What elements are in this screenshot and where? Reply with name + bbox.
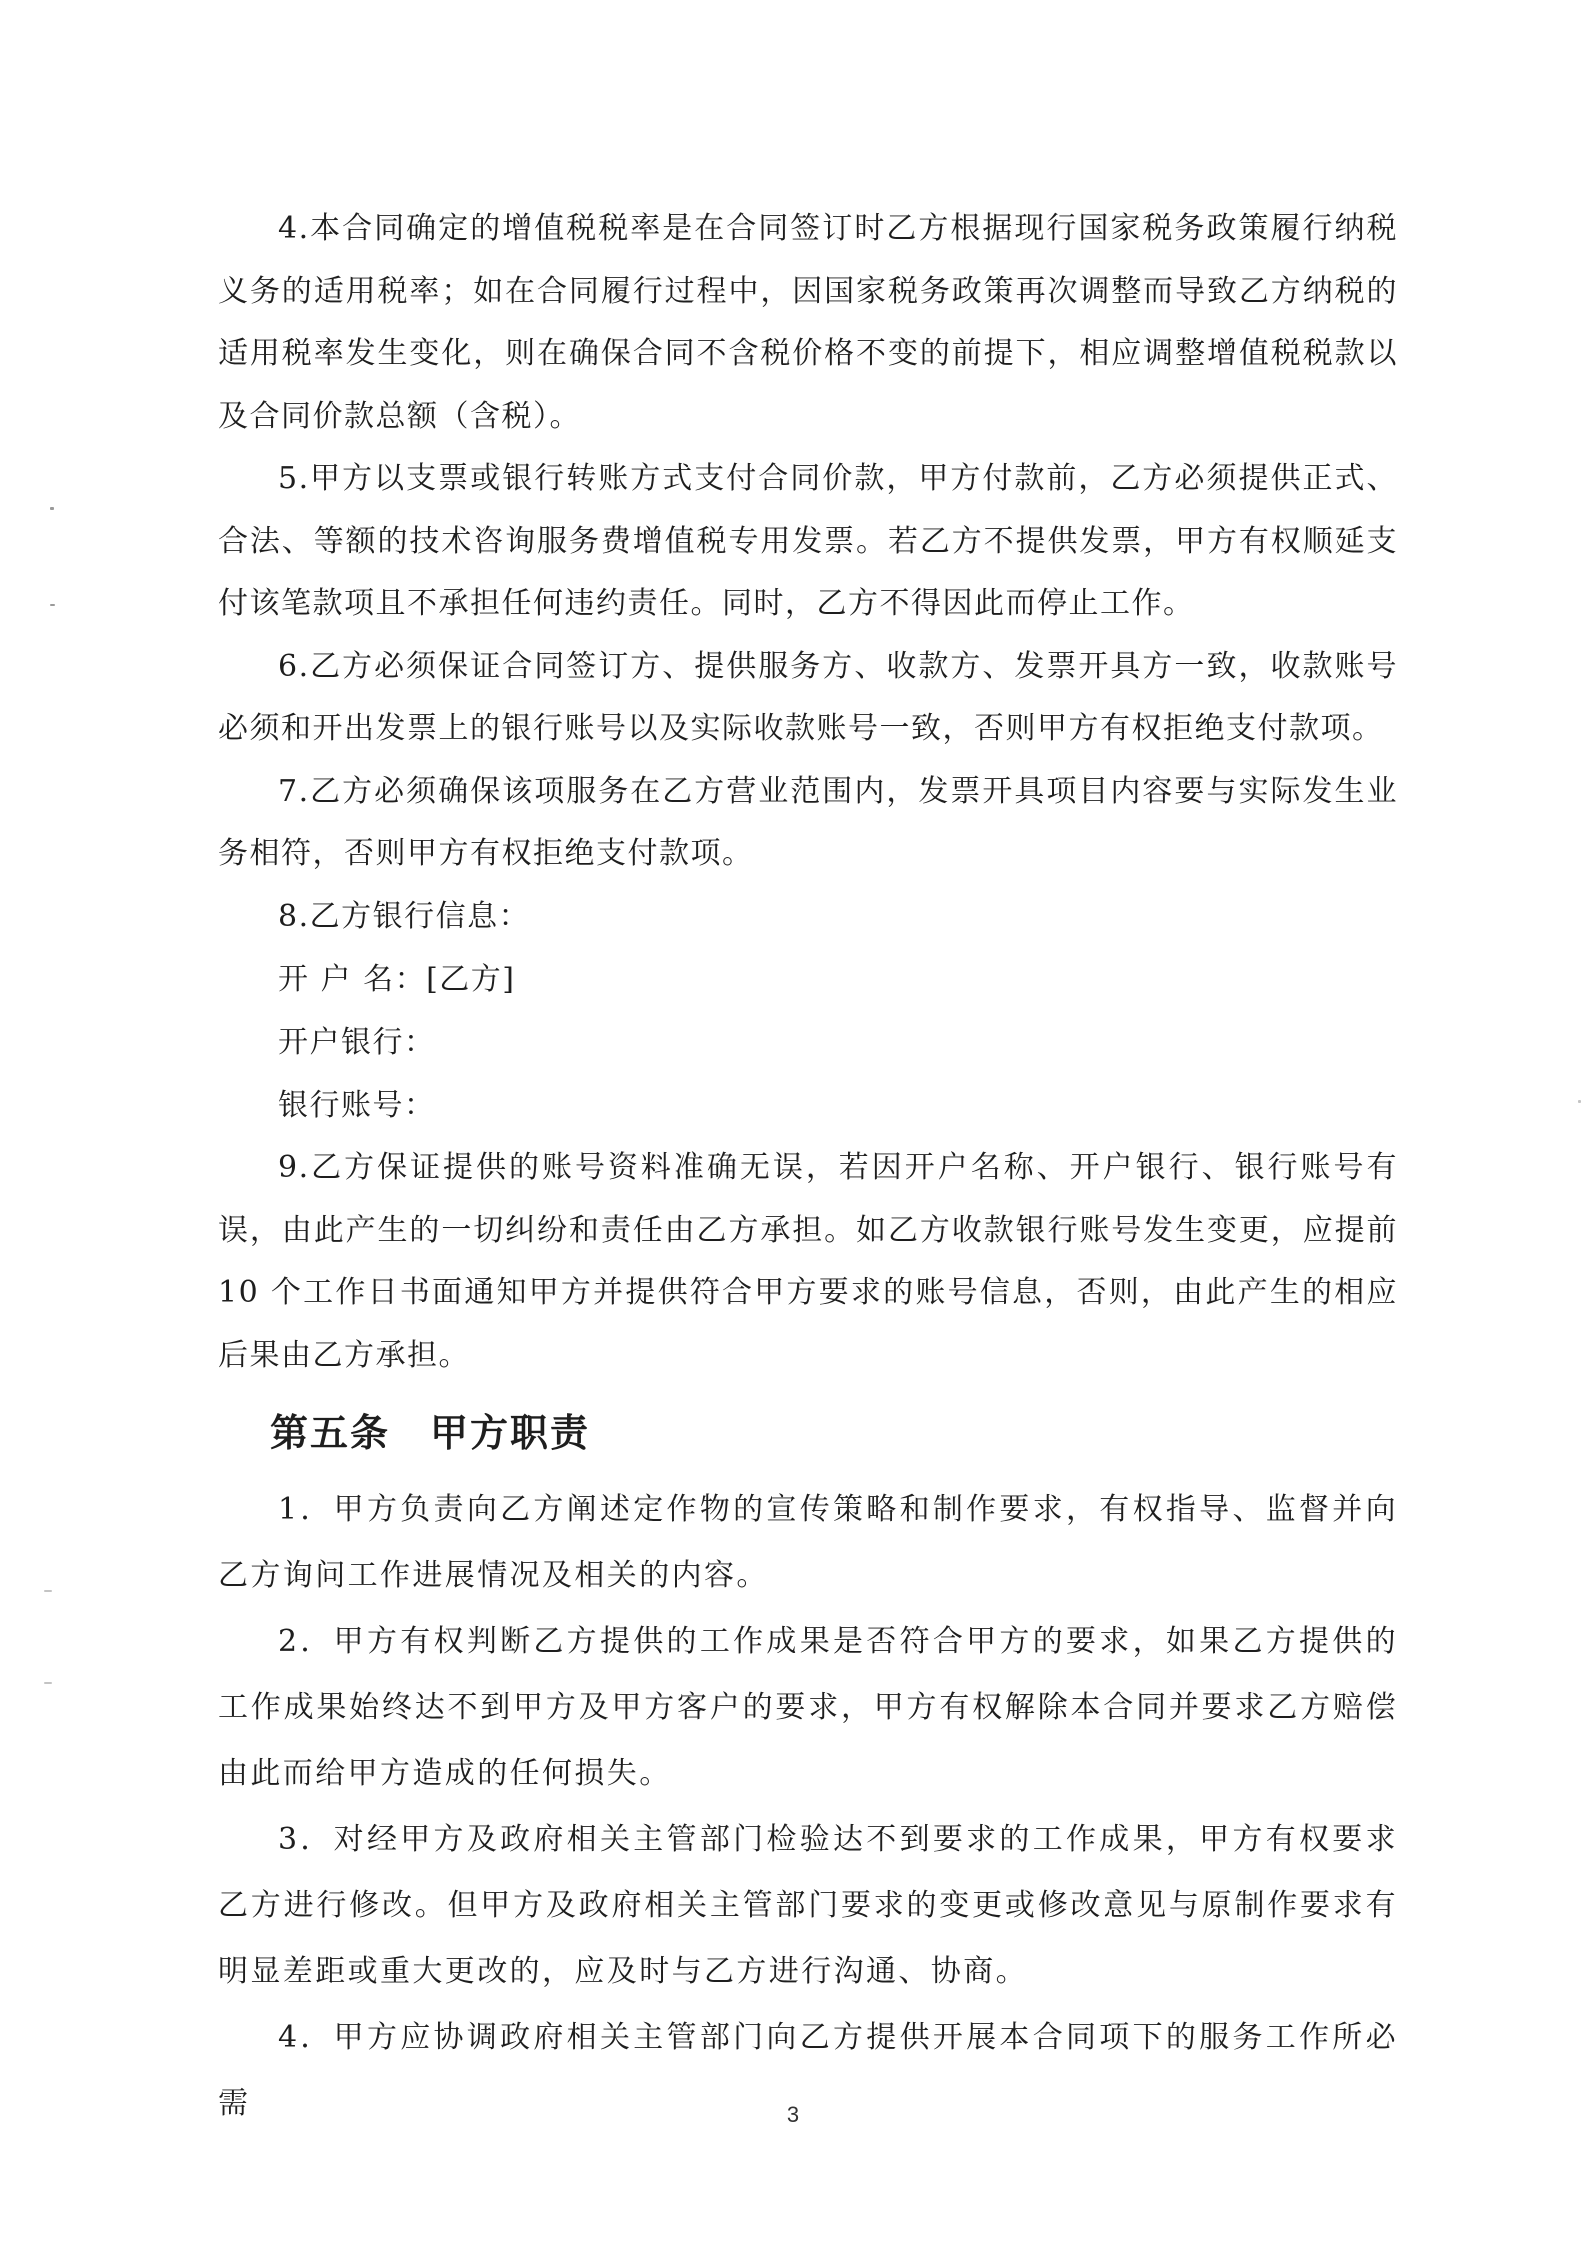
clause-7-paragraph: 7.乙方必须确保该项服务在乙方营业范围内，发票开具项目内容要与实际发生业务相符，否则甲方有权拒绝支付款项。 — [218, 773, 1398, 871]
section-5-item-3: 3．对经甲方及政府相关主管部门检验达不到要求的工作成果，甲方有权要求乙方进行修改。但甲方及政府相关主管部门要求的变更或修改意见与原制作要求有明显差距或重大更改的，应及时与乙方进行沟通、协商。 — [218, 1822, 1398, 1989]
scan-speck — [50, 507, 54, 510]
clause-5-paragraph: 5.甲方以支票或银行转账方式支付合同价款，甲方付款前，乙方必须提供正式、合法、等额的技术咨询服务费增值税专用发票。若乙方不提供发票，甲方有权顺延支付该笔款项且不承担任何违约责任。同时，乙方不得因此而停止工作。 — [218, 461, 1398, 621]
section-5-item-2: 2．甲方有权判断乙方提供的工作成果是否符合甲方的要求，如果乙方提供的工作成果始终达不到甲方及甲方客户的要求，甲方有权解除本合同并要求乙方赔偿由此而给甲方造成的任何损失。 — [218, 1624, 1398, 1791]
account-name-value: [乙方] — [426, 962, 516, 997]
body-text-upper — [218, 198, 1398, 2137]
section-5-item-1: 1．甲方负责向乙方阐述定作物的宣传策略和制作要求，有权指导、监督并向乙方询问工作进展情况及相关的内容。 — [218, 1492, 1398, 1593]
bank-name-label: 开户银行： — [278, 1025, 436, 1060]
account-name-label: 开 户 名： — [278, 962, 427, 997]
clause-9-paragraph: 9.乙方保证提供的账号资料准确无误，若因开户名称、开户银行、银行账号有误，由此产生的一切纠纷和责任由乙方承担。如乙方收款银行账号发生变更，应提前 10 个工作日书面通知甲方并提供符合甲方要求的账号信息，否则，由此产生的相应后果由乙方承担。 — [218, 1150, 1398, 1373]
scan-speck — [44, 1682, 52, 1684]
clause-4-paragraph: 4.本合同确定的增值税税率是在合同签订时乙方根据现行国家税务政策履行纳税义务的适用税率；如在合同履行过程中，因国家税务政策再次调整而导致乙方纳税的适用税率发生变化，则在确保合同不含税价格不变的前提下，相应调整增值税税款以及合同价款总额（含税）。 — [218, 211, 1398, 434]
section-5-heading: 第五条 甲方职责 — [270, 1411, 591, 1455]
bank-account-name-line — [218, 948, 1398, 1011]
scan-speck — [44, 1590, 52, 1592]
clause-8-paragraph: 8.乙方银行信息： — [278, 898, 531, 934]
bank-account-number-line — [218, 1074, 1398, 1137]
scan-speck — [50, 604, 55, 606]
account-number-label: 银行账号： — [278, 1088, 436, 1123]
section-5-item-4: 4．甲方应协调政府相关主管部门向乙方提供开展本合同项下的服务工作所必需 — [218, 2020, 1398, 2121]
page-number: 3 — [786, 2102, 800, 2127]
clause-6-paragraph: 6.乙方必须保证合同签订方、提供服务方、收款方、发票开具方一致，收款账号必须和开出发票上的银行账号以及实际收款账号一致，否则甲方有权拒绝支付款项。 — [218, 648, 1398, 746]
bank-name-line — [218, 1011, 1398, 1074]
scan-speck — [1578, 1100, 1581, 1103]
